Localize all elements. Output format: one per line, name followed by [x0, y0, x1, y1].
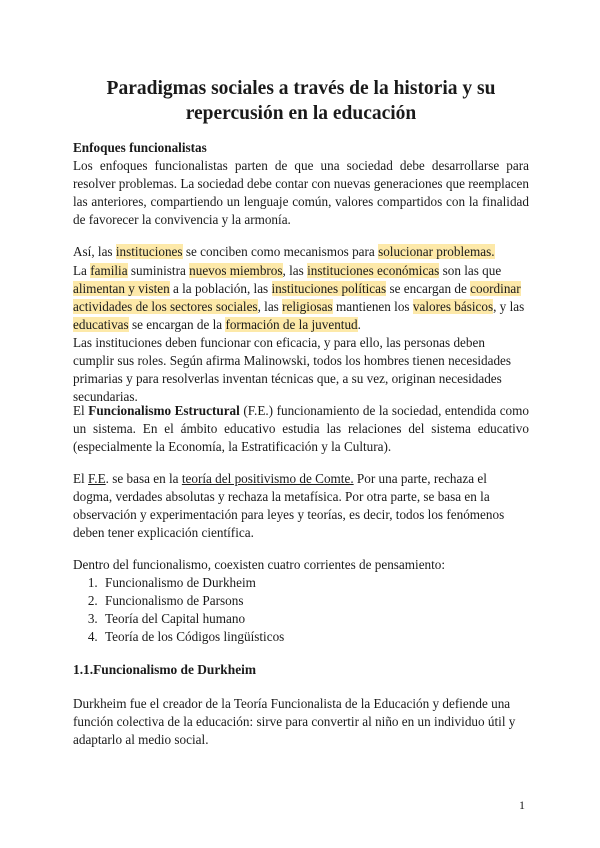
paragraph-asi: [73, 243, 529, 261]
text: El: [73, 471, 89, 486]
paragraph-familia: [73, 262, 529, 334]
highlight-coordinar: coordinar actividades de los sectores sociales: [73, 281, 521, 314]
list-item: 2. Funcionalismo de Parsons: [101, 592, 541, 610]
highlight-valores: valores básicos: [412, 299, 494, 314]
highlight-instituciones: instituciones: [115, 244, 183, 259]
text: son las que: [439, 263, 502, 278]
bold-term: Funcionalismo Estructural: [88, 403, 240, 418]
text: Así, las: [73, 244, 116, 259]
highlight-formacion: formación de la juventud: [225, 317, 358, 332]
page-number: 1: [519, 798, 525, 812]
highlight-nuevos-miembros: nuevos miembros: [189, 263, 283, 278]
paragraph-funcionalismo-estructural: [73, 402, 529, 456]
text: mantienen los: [332, 299, 413, 314]
list-item: 1. Funcionalismo de Durkheim: [101, 574, 541, 592]
highlight-familia: familia: [90, 263, 128, 278]
text: a la población, las: [169, 281, 272, 296]
paragraph-durkheim: Durkheim fue el creador de la Teoría Funcionalista de la Educación y defiende una función colectiva de la educación: sirve para convertir al niño en un individuo útil y adaptarlo al medio social.: [73, 696, 516, 747]
heading-enfoques: Enfoques funcionalistas: [73, 140, 207, 155]
text: La: [73, 263, 91, 278]
text: se encargan de la: [128, 317, 226, 332]
highlight-solucionar: solucionar problemas.: [378, 244, 495, 259]
text: (F.E.) funcionamiento de la sociedad, entendida como un sistema. En el ámbito educativo estudia las relaciones del sistema educativo (especialmente la Economía, la Estratificación y la Cultura).: [73, 403, 529, 454]
page-title: Paradigmas sociales a través de la historia y su repercusión en la educación: [106, 78, 496, 124]
corrientes-list: [73, 574, 541, 646]
text: se conciben como mecanismos para: [182, 244, 379, 259]
text: , y las: [493, 299, 525, 314]
text: , las: [282, 263, 308, 278]
text: Por una parte, rechaza el dogma, verdades absolutas y rechaza la metafísica. Por otra parte, se basa en la observación y experimentación para leyes y teorías, es decir, todos los fenómenos deben tener explicación científica.: [73, 471, 505, 540]
text: suministra: [127, 263, 190, 278]
underlined-fe: F.E: [88, 471, 106, 486]
highlight-religiosas: religiosas: [282, 299, 333, 314]
text: El: [73, 403, 89, 418]
list-item: 3. Teoría del Capital humano: [101, 610, 541, 628]
highlight-inst-economicas: instituciones económicas: [307, 263, 440, 278]
paragraph-enfoques: Los enfoques funcionalistas parten de que una sociedad debe desarrollarse para resolver problemas. La sociedad debe contar con nuevas generaciones que reemplacen las anteriores, compartiendo un lenguaje común, valores compartidos con la finalidad de favorecer la convivencia y la armonía.: [73, 158, 529, 227]
highlight-inst-politicas: instituciones políticas: [271, 281, 387, 296]
text: .: [357, 317, 361, 332]
paragraph-instituciones: Las instituciones deben funcionar con eficacia, y para ello, las personas deben cumplir sus roles. Según afirma Malinowski, todos los hombres tienen necesidades primarias y para resolverlas inventan técnicas que, a su vez, originan necesidades secundarias.: [73, 335, 512, 404]
paragraph-dentro: Dentro del funcionalismo, coexisten cuatro corrientes de pensamiento:: [73, 557, 446, 572]
text: , las: [257, 299, 283, 314]
highlight-alimentan: alimentan y visten: [73, 281, 170, 296]
highlight-educativas: educativas: [73, 317, 129, 332]
text: se encargan de: [386, 281, 471, 296]
heading-durkheim: 1.1.Funcionalismo de Durkheim: [73, 662, 257, 677]
underlined-comte: teoría del positivismo de Comte.: [181, 471, 354, 486]
text: . se basa en la: [105, 471, 182, 486]
list-item: 4. Teoría de los Códigos lingüísticos: [101, 628, 541, 646]
paragraph-comte: [73, 470, 529, 542]
